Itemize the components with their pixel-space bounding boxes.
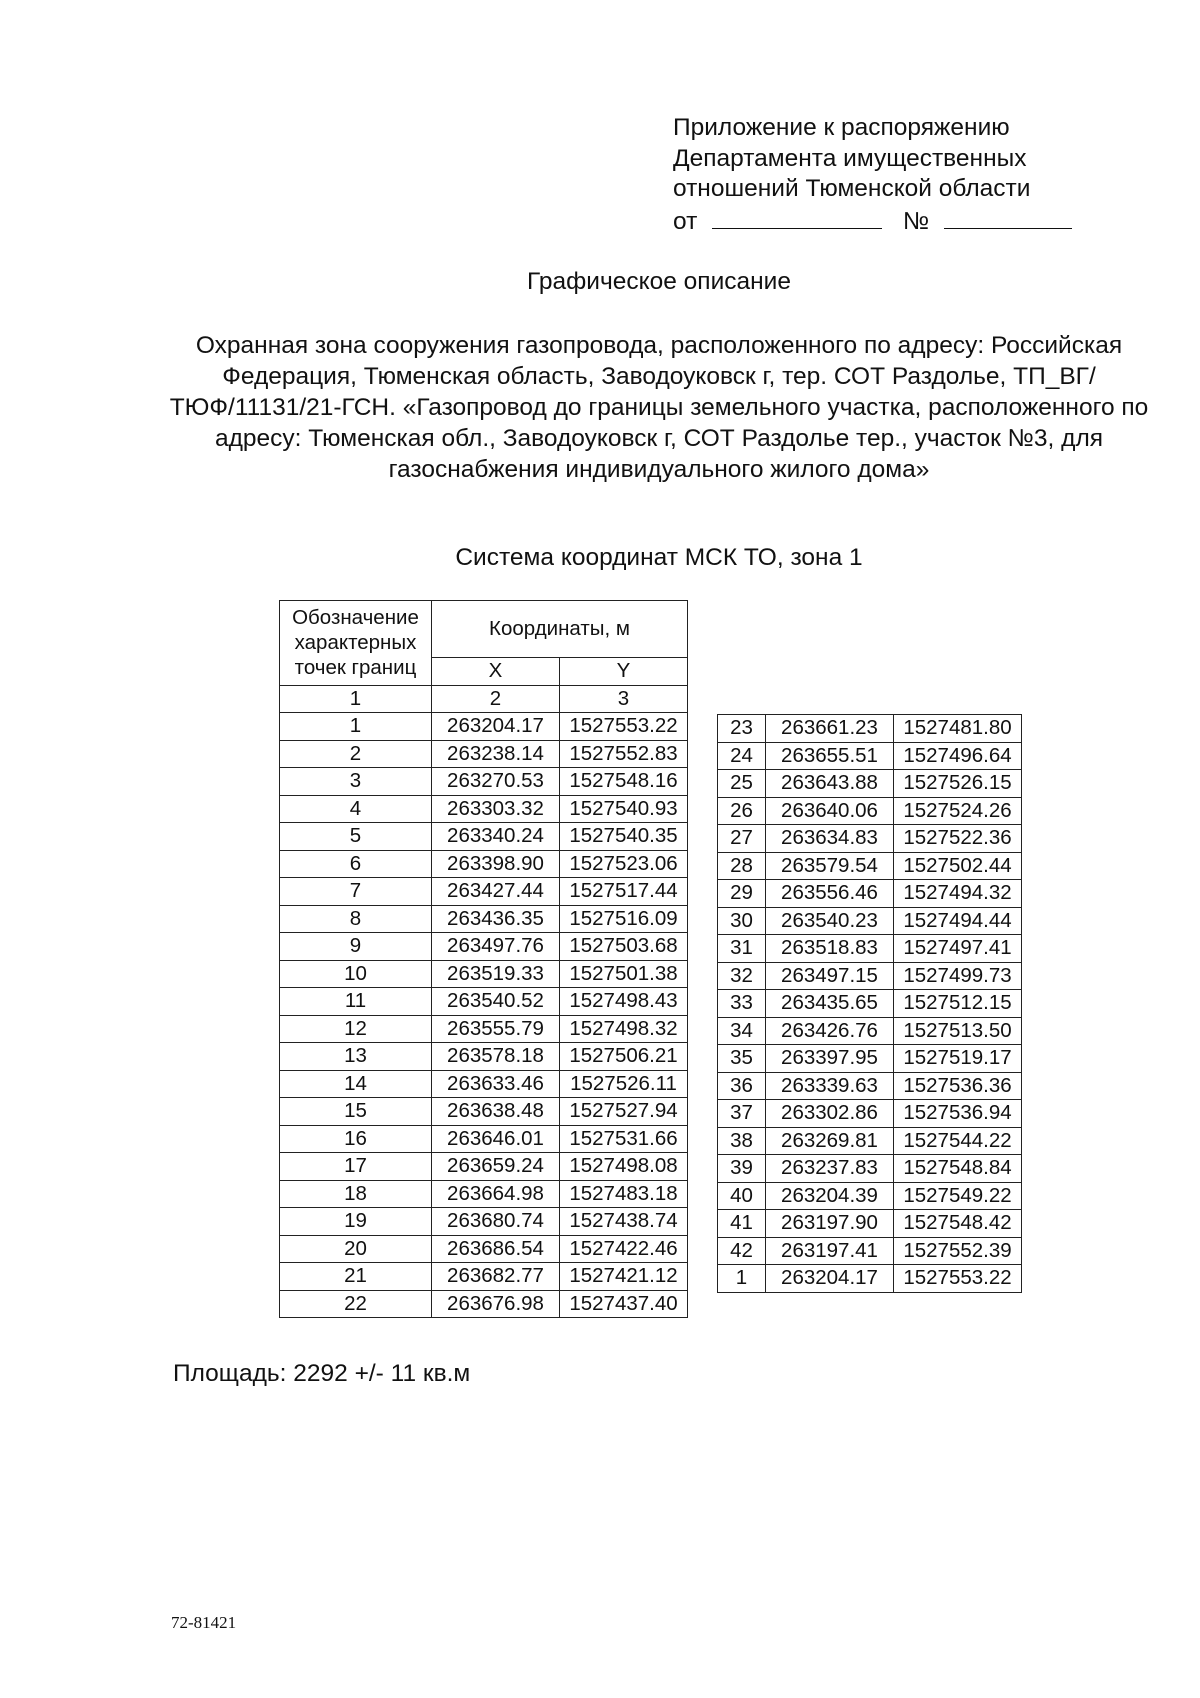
x-coordinate-cell: 263640.06: [766, 797, 894, 825]
point-number-cell: 13: [280, 1043, 432, 1071]
x-coordinate-cell: 263302.86: [766, 1100, 894, 1128]
point-number-cell: 16: [280, 1125, 432, 1153]
x-coordinate-cell: 263398.90: [432, 850, 560, 878]
table-row: [718, 907, 1022, 935]
y-coordinate-cell: 1527503.68: [560, 933, 688, 961]
table-row: [280, 1153, 688, 1181]
y-coordinate-cell: 1527540.93: [560, 795, 688, 823]
y-coordinate-cell: 1527553.22: [560, 713, 688, 741]
point-number-cell: 7: [280, 878, 432, 906]
x-coordinate-cell: 263555.79: [432, 1015, 560, 1043]
x-coordinate-cell: 263659.24: [432, 1153, 560, 1181]
point-number-cell: 30: [718, 907, 766, 935]
x-coordinate-cell: 263427.44: [432, 878, 560, 906]
point-number-cell: 40: [718, 1182, 766, 1210]
table-row: [280, 1098, 688, 1126]
table-row: [718, 1127, 1022, 1155]
x-coordinate-cell: 263397.95: [766, 1045, 894, 1073]
table-row: [718, 1265, 1022, 1293]
table-row: [280, 713, 688, 741]
y-coordinate-cell: 1527548.42: [894, 1210, 1022, 1238]
y-coordinate-cell: 1527494.44: [894, 907, 1022, 935]
table-row: [718, 1155, 1022, 1183]
y-coordinate-cell: 1527494.32: [894, 880, 1022, 908]
table-row: [718, 935, 1022, 963]
x-coordinate-cell: 263339.63: [766, 1072, 894, 1100]
y-coordinate-cell: 1527519.17: [894, 1045, 1022, 1073]
column-number: 1: [280, 685, 432, 713]
table-row: [718, 880, 1022, 908]
header-y-label: Y: [560, 658, 688, 686]
x-coordinate-cell: 263578.18: [432, 1043, 560, 1071]
x-coordinate-cell: 263270.53: [432, 768, 560, 796]
table-row: [280, 960, 688, 988]
x-coordinate-cell: 263197.90: [766, 1210, 894, 1238]
y-coordinate-cell: 1527516.09: [560, 905, 688, 933]
y-coordinate-cell: 1527548.16: [560, 768, 688, 796]
table-row: [718, 990, 1022, 1018]
point-number-cell: 22: [280, 1290, 432, 1318]
x-coordinate-cell: 263556.46: [766, 880, 894, 908]
x-coordinate-cell: 263646.01: [432, 1125, 560, 1153]
y-coordinate-cell: 1527531.66: [560, 1125, 688, 1153]
header-coords-label: Координаты, м: [432, 601, 688, 658]
date-prefix: от: [673, 207, 698, 235]
y-coordinate-cell: 1527523.06: [560, 850, 688, 878]
table-row: [718, 715, 1022, 743]
point-number-cell: 5: [280, 823, 432, 851]
table-row: [718, 1045, 1022, 1073]
point-number-cell: 23: [718, 715, 766, 743]
y-coordinate-cell: 1527496.64: [894, 742, 1022, 770]
x-coordinate-cell: 263680.74: [432, 1208, 560, 1236]
point-number-cell: 34: [718, 1017, 766, 1045]
x-coordinate-cell: 263197.41: [766, 1237, 894, 1265]
x-coordinate-cell: 263686.54: [432, 1235, 560, 1263]
annex-header-line: Приложение к распоряжению: [673, 114, 1010, 141]
y-coordinate-cell: 1527497.41: [894, 935, 1022, 963]
point-number-cell: 4: [280, 795, 432, 823]
y-coordinate-cell: 1527422.46: [560, 1235, 688, 1263]
point-number-cell: 18: [280, 1180, 432, 1208]
y-coordinate-cell: 1527527.94: [560, 1098, 688, 1126]
zone-description: Охранная зона сооружения газопровода, расположенного по адресу: Российская Федерация, Тюменская область, Заводоуковск г, тер. СОТ Раздолье, ТП_ВГ/ТЮФ/11131/21-ГСН. «Газопровод до границы земельного участка, расположенного по адресу: Тюменская обл., Заводоуковск г, СОТ Раздолье тер., участок №3, для газоснабжения индивидуального жилого дома»: [169, 332, 1149, 483]
table-row: [718, 1100, 1022, 1128]
y-coordinate-cell: 1527438.74: [560, 1208, 688, 1236]
x-coordinate-cell: 263435.65: [766, 990, 894, 1018]
number-sign: №: [902, 207, 930, 235]
point-number-cell: 19: [280, 1208, 432, 1236]
point-number-cell: 35: [718, 1045, 766, 1073]
x-coordinate-cell: 263643.88: [766, 770, 894, 798]
point-number-cell: 21: [280, 1263, 432, 1291]
coordinates-table-right: [717, 714, 1022, 1293]
x-coordinate-cell: 263204.17: [432, 713, 560, 741]
point-number-cell: 15: [280, 1098, 432, 1126]
x-coordinate-cell: 263436.35: [432, 905, 560, 933]
y-coordinate-cell: 1527524.26: [894, 797, 1022, 825]
point-number-cell: 28: [718, 852, 766, 880]
document-title: Графическое описание: [527, 268, 791, 295]
annex-header-line: отношений Тюменской области: [673, 175, 1031, 202]
table-row: [718, 742, 1022, 770]
column-number: 3: [560, 685, 688, 713]
table-row: [280, 1235, 688, 1263]
y-coordinate-cell: 1527544.22: [894, 1127, 1022, 1155]
point-number-cell: 41: [718, 1210, 766, 1238]
x-coordinate-cell: 263540.23: [766, 907, 894, 935]
x-coordinate-cell: 263519.33: [432, 960, 560, 988]
point-number-cell: 39: [718, 1155, 766, 1183]
y-coordinate-cell: 1527513.50: [894, 1017, 1022, 1045]
table-row: [280, 878, 688, 906]
header-point-label: Обозначение характерных точек границ: [280, 601, 432, 686]
point-number-cell: 8: [280, 905, 432, 933]
date-blank: [712, 205, 882, 229]
point-number-cell: 27: [718, 825, 766, 853]
point-number-cell: 29: [718, 880, 766, 908]
point-number-cell: 14: [280, 1070, 432, 1098]
x-coordinate-cell: 263661.23: [766, 715, 894, 743]
x-coordinate-cell: 263638.48: [432, 1098, 560, 1126]
point-number-cell: 42: [718, 1237, 766, 1265]
point-number-cell: 38: [718, 1127, 766, 1155]
number-blank: [944, 205, 1072, 229]
x-coordinate-cell: 263633.46: [432, 1070, 560, 1098]
table-row: [280, 1208, 688, 1236]
table-row: [718, 1017, 1022, 1045]
table-row: [718, 825, 1022, 853]
x-coordinate-cell: 263303.32: [432, 795, 560, 823]
header-x-label: X: [432, 658, 560, 686]
column-number: 2: [432, 685, 560, 713]
table-row: [280, 1015, 688, 1043]
y-coordinate-cell: 1527512.15: [894, 990, 1022, 1018]
table-row: [718, 962, 1022, 990]
table-row: [280, 823, 688, 851]
point-number-cell: 9: [280, 933, 432, 961]
table-row: [718, 770, 1022, 798]
point-number-cell: 31: [718, 935, 766, 963]
y-coordinate-cell: 1527437.40: [560, 1290, 688, 1318]
x-coordinate-cell: 263238.14: [432, 740, 560, 768]
y-coordinate-cell: 1527526.15: [894, 770, 1022, 798]
y-coordinate-cell: 1527552.39: [894, 1237, 1022, 1265]
point-number-cell: 2: [280, 740, 432, 768]
coordinate-system: Система координат МСК ТО, зона 1: [455, 544, 863, 571]
point-number-cell: 3: [280, 768, 432, 796]
y-coordinate-cell: 1527517.44: [560, 878, 688, 906]
point-number-cell: 1: [718, 1265, 766, 1293]
table-row: [718, 852, 1022, 880]
point-number-cell: 25: [718, 770, 766, 798]
x-coordinate-cell: 263497.76: [432, 933, 560, 961]
y-coordinate-cell: 1527421.12: [560, 1263, 688, 1291]
point-number-cell: 37: [718, 1100, 766, 1128]
table-row: [280, 933, 688, 961]
table-row: [280, 1125, 688, 1153]
y-coordinate-cell: 1527553.22: [894, 1265, 1022, 1293]
y-coordinate-cell: 1527502.44: [894, 852, 1022, 880]
y-coordinate-cell: 1527498.08: [560, 1153, 688, 1181]
x-coordinate-cell: 263269.81: [766, 1127, 894, 1155]
date-number-line: [673, 205, 1072, 238]
y-coordinate-cell: 1527498.43: [560, 988, 688, 1016]
x-coordinate-cell: 263518.83: [766, 935, 894, 963]
y-coordinate-cell: 1527483.18: [560, 1180, 688, 1208]
x-coordinate-cell: 263237.83: [766, 1155, 894, 1183]
point-number-cell: 36: [718, 1072, 766, 1100]
point-number-cell: 32: [718, 962, 766, 990]
y-coordinate-cell: 1527548.84: [894, 1155, 1022, 1183]
x-coordinate-cell: 263579.54: [766, 852, 894, 880]
x-coordinate-cell: 263426.76: [766, 1017, 894, 1045]
table-row: [718, 1182, 1022, 1210]
x-coordinate-cell: 263340.24: [432, 823, 560, 851]
table-row: [280, 795, 688, 823]
table-row: [280, 740, 688, 768]
table-row: [718, 1072, 1022, 1100]
table-row: [718, 1237, 1022, 1265]
point-number-cell: 24: [718, 742, 766, 770]
point-number-cell: 11: [280, 988, 432, 1016]
x-coordinate-cell: 263655.51: [766, 742, 894, 770]
point-number-cell: 10: [280, 960, 432, 988]
point-number-cell: 6: [280, 850, 432, 878]
y-coordinate-cell: 1527499.73: [894, 962, 1022, 990]
table-row: [280, 768, 688, 796]
x-coordinate-cell: 263540.52: [432, 988, 560, 1016]
x-coordinate-cell: 263634.83: [766, 825, 894, 853]
coordinates-table-left: [279, 600, 688, 1318]
x-coordinate-cell: 263664.98: [432, 1180, 560, 1208]
table-row: [280, 1180, 688, 1208]
y-coordinate-cell: 1527526.11: [560, 1070, 688, 1098]
y-coordinate-cell: 1527501.38: [560, 960, 688, 988]
y-coordinate-cell: 1527540.35: [560, 823, 688, 851]
table-row: [280, 1263, 688, 1291]
y-coordinate-cell: 1527536.36: [894, 1072, 1022, 1100]
table-row: [280, 1043, 688, 1071]
point-number-cell: 26: [718, 797, 766, 825]
annex-header: [673, 113, 1072, 237]
y-coordinate-cell: 1527481.80: [894, 715, 1022, 743]
x-coordinate-cell: 263497.15: [766, 962, 894, 990]
point-number-cell: 33: [718, 990, 766, 1018]
table-row: [280, 850, 688, 878]
y-coordinate-cell: 1527498.32: [560, 1015, 688, 1043]
y-coordinate-cell: 1527536.94: [894, 1100, 1022, 1128]
point-number-cell: 20: [280, 1235, 432, 1263]
table-row: [280, 1290, 688, 1318]
x-coordinate-cell: 263682.77: [432, 1263, 560, 1291]
y-coordinate-cell: 1527506.21: [560, 1043, 688, 1071]
point-number-cell: 17: [280, 1153, 432, 1181]
point-number-cell: 1: [280, 713, 432, 741]
point-number-cell: 12: [280, 1015, 432, 1043]
x-coordinate-cell: 263676.98: [432, 1290, 560, 1318]
y-coordinate-cell: 1527549.22: [894, 1182, 1022, 1210]
table-row: [280, 988, 688, 1016]
annex-header-line: Департамента имущественных: [673, 144, 1027, 172]
footer-code: 72-81421: [171, 1613, 237, 1632]
x-coordinate-cell: 263204.17: [766, 1265, 894, 1293]
table-row: [718, 1210, 1022, 1238]
y-coordinate-cell: 1527522.36: [894, 825, 1022, 853]
table-row: [280, 905, 688, 933]
y-coordinate-cell: 1527552.83: [560, 740, 688, 768]
x-coordinate-cell: 263204.39: [766, 1182, 894, 1210]
table-row: [280, 1070, 688, 1098]
table-row: [718, 797, 1022, 825]
area-value: Площадь: 2292 +/- 11 кв.м: [173, 1360, 471, 1387]
